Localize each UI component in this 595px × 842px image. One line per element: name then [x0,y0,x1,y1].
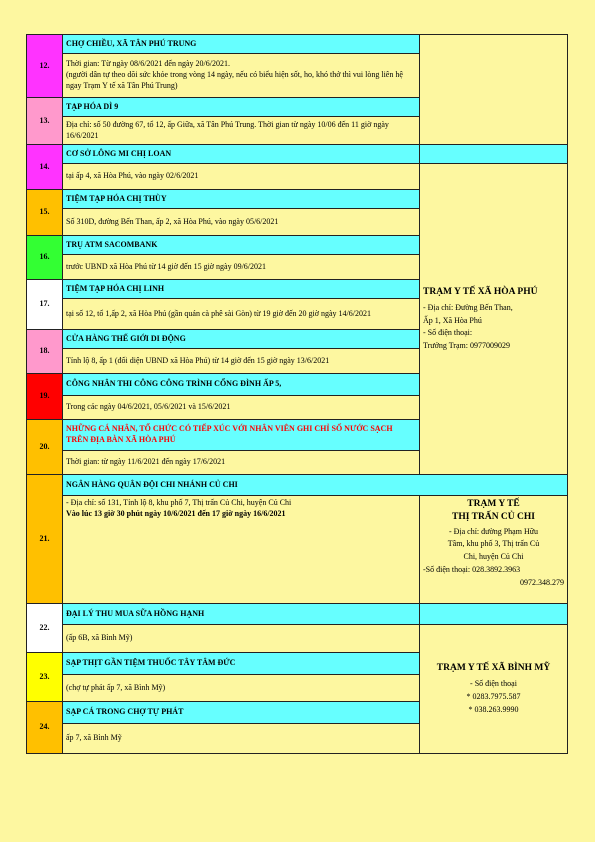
station-phone: 0972.348.279 [520,577,564,587]
row-number: 12. [27,35,63,98]
detail-time: Vào lúc 13 giờ 30 phút ngày 10/6/2021 đến 17 giờ ngày 16/6/2021 [66,508,286,518]
table-row [27,145,568,164]
station-phone-label: - Số điện thoại: [423,328,473,338]
row-number: 21. [27,475,63,604]
table-row [27,164,568,190]
detail-address: - Địa chỉ: số 131, Tỉnh lộ 8, khu phố 7, Thị trấn Củ Chi, huyện Củ Chi [66,498,292,507]
station-address-line: Chi, huyện Củ Chi [463,552,524,562]
outbreak-location-table [26,34,568,754]
station-spacer [420,604,568,625]
row-number: 17. [27,280,63,330]
location-title: TIỆM TẠP HÓA CHỊ THÙY [63,190,420,209]
table-row [27,625,568,653]
location-detail [63,496,420,604]
row-number: 19. [27,374,63,420]
location-title: NHỮNG CÁ NHÂN, TỔ CHỨC CÓ TIẾP XÚC VỚI NHÂN VIÊN GHI CHỈ SỐ NƯỚC SẠCH TRÊN ĐỊA BÀN XÃ HÒA PHÚ [63,420,420,451]
table-row [27,604,568,625]
location-detail: Số 310D, đường Bến Than, ấp 2, xã Hòa Phú, vào ngày 05/6/2021 [63,209,420,236]
station-spacer [420,145,568,164]
station-phone: * 0283.7975.587 [466,692,521,701]
location-detail: Tỉnh lộ 8, ấp 1 (đối diện UBND xã Hòa Phú) từ 14 giờ đến 15 giờ ngày 13/6/2021 [63,349,420,374]
station-phone: * 038.263.9990 [468,704,519,714]
row-number: 24. [27,702,63,754]
table-row [27,475,568,496]
location-detail: tại số 12, tổ 1,ấp 2, xã Hòa Phú (gần quán cà phê sài Gòn) từ 19 giờ đến 20 giờ ngày 14/6/2021 [63,299,420,330]
station-address-line: Tâm, khu phố 3, Thị trấn Củ [447,539,540,549]
location-title: CƠ SỞ LÔNG MI CHỊ LOAN [63,145,420,164]
location-title: CÔNG NHÂN THI CÔNG CÔNG TRÌNH CỔNG ĐÌNH ẤP 5, [63,374,420,396]
station-address-line: - Địa chỉ: Đường Bến Than, [423,302,513,312]
location-title: TIỆM TẠP HÓA CHỊ LINH [63,280,420,299]
location-title: SẠP THỊT GẦN TIỆM THUỐC TÂY TÂM ĐỨC [63,653,420,675]
row-number: 16. [27,236,63,280]
location-detail [63,54,420,98]
location-detail: Địa chỉ: số 50 đường 67, tổ 12, ấp Giữa, xã Tân Phú Trung. Thời gian từ ngày 10/06 đến 11 giờ ngày 16/6/2021 [63,117,420,145]
station-phone-label: - Số điện thoại [470,679,517,689]
station-hoa-phu [420,164,568,475]
location-detail: trước UBND xã Hòa Phú từ 14 giờ đến 15 giờ ngày 09/6/2021 [63,255,420,280]
station-phone: -Số điện thoại: 028.3892.3963 [423,565,521,575]
location-title: TẠP HÓA DÌ 9 [63,98,420,117]
station-title: TRẠM Y TẾ XÃ HÒA PHÚ [423,287,538,297]
location-detail: (ấp 6B, xã Bình Mỹ) [63,625,420,653]
row-number: 20. [27,420,63,475]
location-title: TRỤ ATM SACOMBANK [63,236,420,255]
location-detail: ấp 7, xã Bình Mỹ [63,724,420,754]
location-title: SẠP CÁ TRONG CHỢ TỰ PHÁT [63,702,420,724]
row-number: 13. [27,98,63,145]
row-number: 15. [27,190,63,236]
detail-time: Thời gian: Từ ngày 08/6/2021 đến ngày 20/6/2021. [66,59,230,69]
row-number: 14. [27,145,63,190]
location-detail: (chợ tự phát ấp 7, xã Bình Mỹ) [63,675,420,702]
location-title: CỬA HÀNG THẾ GIỚI DI ĐỘNG [63,330,420,349]
location-detail: tại ấp 4, xã Hòa Phú, vào ngày 02/6/2021 [63,164,420,190]
station-binh-my [420,625,568,754]
row-number: 22. [27,604,63,653]
table-row [27,496,568,604]
table-row [27,35,568,54]
station-cu-chi [420,496,568,604]
location-detail: Thời gian: từ ngày 11/6/2021 đến ngày 17/6/2021 [63,451,420,475]
detail-note: (người dân tự theo dõi sức khỏe trong vòng 14 ngày, nếu có biểu hiện sốt, ho, khó thở thì vui lòng liên hệ ngay Trạm Y tế xã Tân Phú Trung) [66,70,403,90]
location-title: NGÂN HÀNG QUÂN ĐỘI CHI NHÁNH CỦ CHI [63,475,568,496]
location-title: ĐẠI LÝ THU MUA SỮA HỒNG HẠNH [63,604,420,625]
station-address-line: - Địa chỉ: đường Phạm Hữu [448,526,539,536]
row-number: 23. [27,653,63,702]
station-title: TRẠM Y TẾ [467,499,520,509]
station-address-line: Ấp 1, Xã Hòa Phú [423,315,482,325]
location-detail: Trong các ngày 04/6/2021, 05/6/2021 và 15/6/2021 [63,396,420,420]
station-title: THỊ TRẤN CỦ CHI [452,511,535,522]
row-number: 18. [27,330,63,374]
station-cell-tan-phu-trung [420,35,568,145]
station-title: TRẠM Y TẾ XÃ BÌNH MỸ [436,663,551,674]
station-phone: Trưởng Trạm: 0977009029 [423,341,510,351]
location-title: CHỢ CHIỀU, XÃ TÂN PHÚ TRUNG [63,35,420,54]
